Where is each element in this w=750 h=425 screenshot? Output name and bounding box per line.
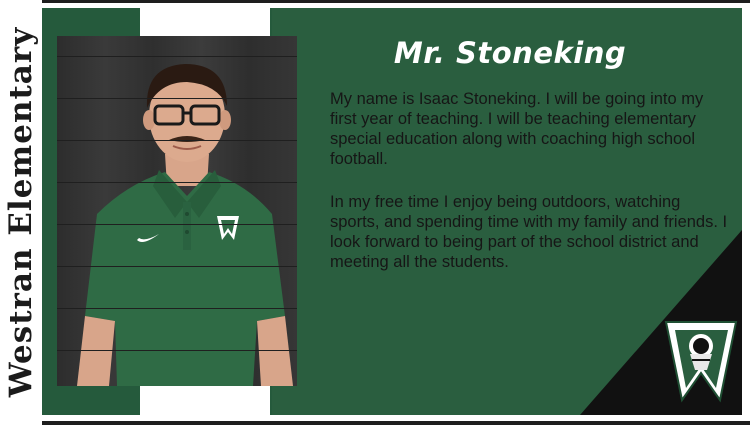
logo-corner [580, 230, 742, 415]
person-illustration [57, 36, 297, 386]
bottom-border [0, 421, 750, 425]
school-name: Westran Elementary [3, 26, 39, 398]
teacher-name: Mr. Stoneking [393, 36, 627, 70]
top-border [0, 0, 750, 3]
bio-paragraph-2: In my free time I enjoy being outdoors, watching sports, and spending time with my family and friends. I look forward to being part of the school district and meeting all the students. [330, 193, 728, 271]
school-banner [0, 0, 42, 425]
teacher-photo [57, 36, 297, 386]
bio-paragraph-1: My name is Isaac Stoneking. I will be going into my first year of teaching. I will be teaching elementary special education along with coaching high school football. [330, 90, 704, 168]
